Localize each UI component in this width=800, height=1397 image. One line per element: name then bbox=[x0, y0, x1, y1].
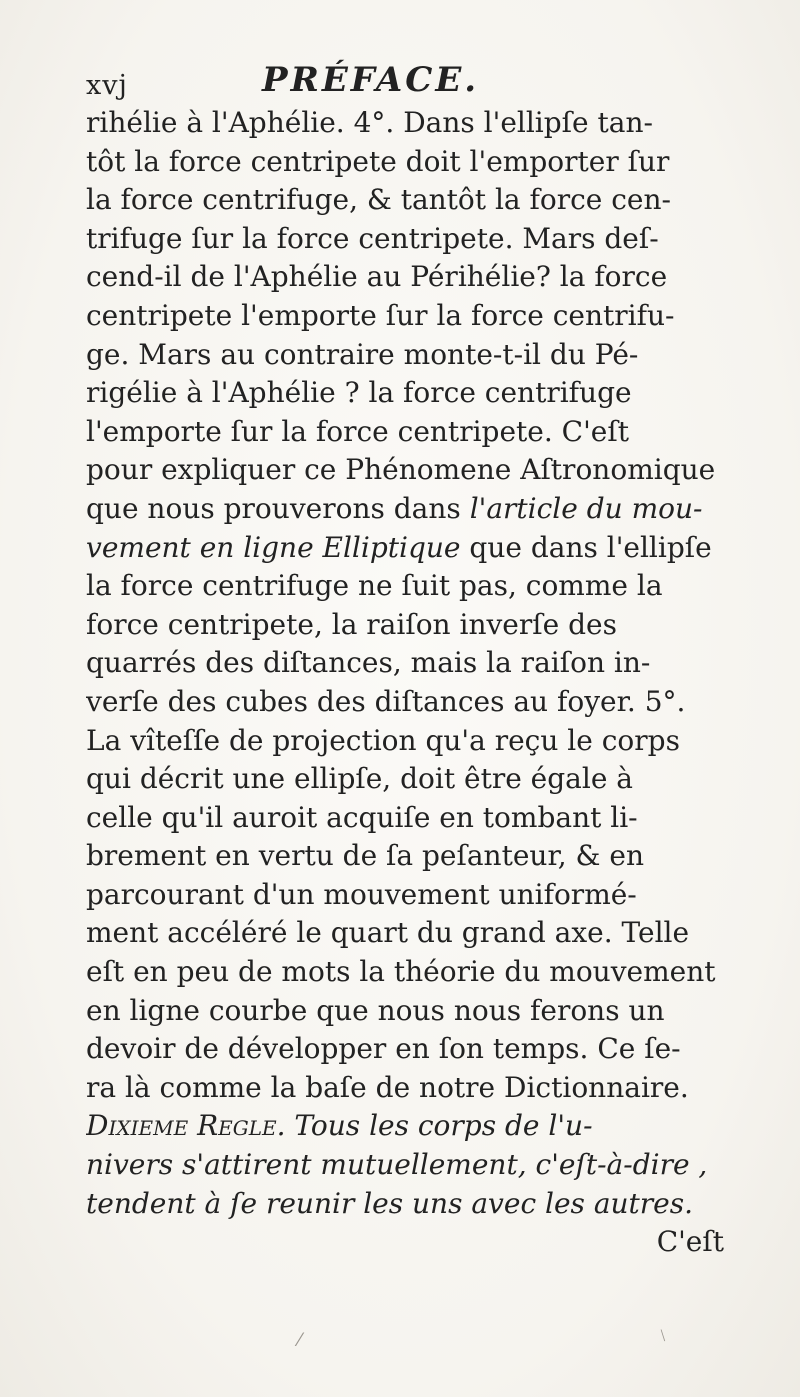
paper-speck: ⁄ bbox=[298, 1330, 302, 1351]
text-line: quarrés des diſtances, mais la raiſon in- bbox=[86, 646, 651, 680]
text-line: verſe des cubes des diſtances au foyer. 5°. bbox=[86, 684, 686, 718]
text-line: la force centrifuge ne ſuit pas, comme la bbox=[86, 569, 663, 603]
text-line: eſt en peu de mots la théorie du mouvement bbox=[86, 955, 716, 989]
text-line: cend-il de l'Aphélie au Périhélie? la force bbox=[86, 260, 668, 294]
text-fragment: que dans l'ellipſe bbox=[460, 530, 712, 564]
text-line: pour expliquer ce Phénomene Aſtronomique bbox=[86, 453, 716, 487]
text-line: trifuge ſur la force centripete. Mars deſ- bbox=[86, 221, 659, 255]
text-line: celle qu'il auroit acquiſe en tombant li- bbox=[86, 800, 638, 834]
text-line: brement en vertu de ſa peſanteur, & en bbox=[86, 839, 644, 873]
rule-line bbox=[86, 1107, 746, 1146]
text-line: tôt la force centripete doit l'emporter ſur bbox=[86, 144, 670, 178]
body-text bbox=[86, 104, 746, 1262]
text-line: rihélie à l'Aphélie. 4°. Dans l'ellipſe tan- bbox=[86, 106, 653, 139]
text-line: ge. Mars au contraire monte-t-il du Pé- bbox=[86, 337, 639, 371]
text-line: qui décrit une ellipſe, doit être égale à bbox=[86, 762, 633, 796]
article-reference: vement en ligne Elliptique bbox=[86, 530, 461, 564]
text-line: devoir de développer en ſon temps. Ce ſe- bbox=[86, 1032, 681, 1066]
page-header bbox=[86, 60, 726, 100]
text-line: en ligne courbe que nous nous ferons un bbox=[86, 993, 665, 1027]
text-line bbox=[86, 490, 746, 529]
text-line: La vîteſſe de projection qu'a reçu le corps bbox=[86, 723, 680, 757]
rule-heading: Dixieme Regle. bbox=[86, 1109, 286, 1143]
running-title: PRÉFACE. bbox=[262, 60, 480, 100]
text-line: ment accéléré le quart du grand axe. Telle bbox=[86, 916, 690, 950]
page-number: xvj bbox=[86, 70, 128, 101]
article-reference: l'article du mou- bbox=[469, 491, 703, 525]
text-line: la force centrifuge, & tantôt la force cen- bbox=[86, 183, 671, 217]
text-line: parcourant d'un mouvement uniformé- bbox=[86, 877, 637, 911]
text-fragment: que nous prouverons dans bbox=[86, 491, 470, 525]
text-line: rigélie à l'Aphélie ? la force centrifuge bbox=[86, 376, 632, 410]
text-line: l'emporte ſur la force centripete. C'eſt bbox=[86, 414, 629, 448]
paper-speck: ﹨ bbox=[654, 1324, 672, 1345]
catchword: C'eſt bbox=[656, 1225, 724, 1259]
text-line: centripete l'emporte ſur la force centrifu- bbox=[86, 298, 675, 332]
rule-line: tendent à ſe reunir les uns avec les autres. bbox=[86, 1186, 694, 1220]
text-line: force centripete, la raiſon inverſe des bbox=[86, 607, 617, 641]
rule-line: nivers s'attirent mutuellement, c'eſt-à-dire , bbox=[86, 1148, 708, 1182]
text-line bbox=[86, 529, 746, 568]
rule-text: Tous les corps de l'u- bbox=[285, 1109, 593, 1143]
text-line: ra là comme la baſe de notre Dictionnaire. bbox=[86, 1070, 689, 1104]
